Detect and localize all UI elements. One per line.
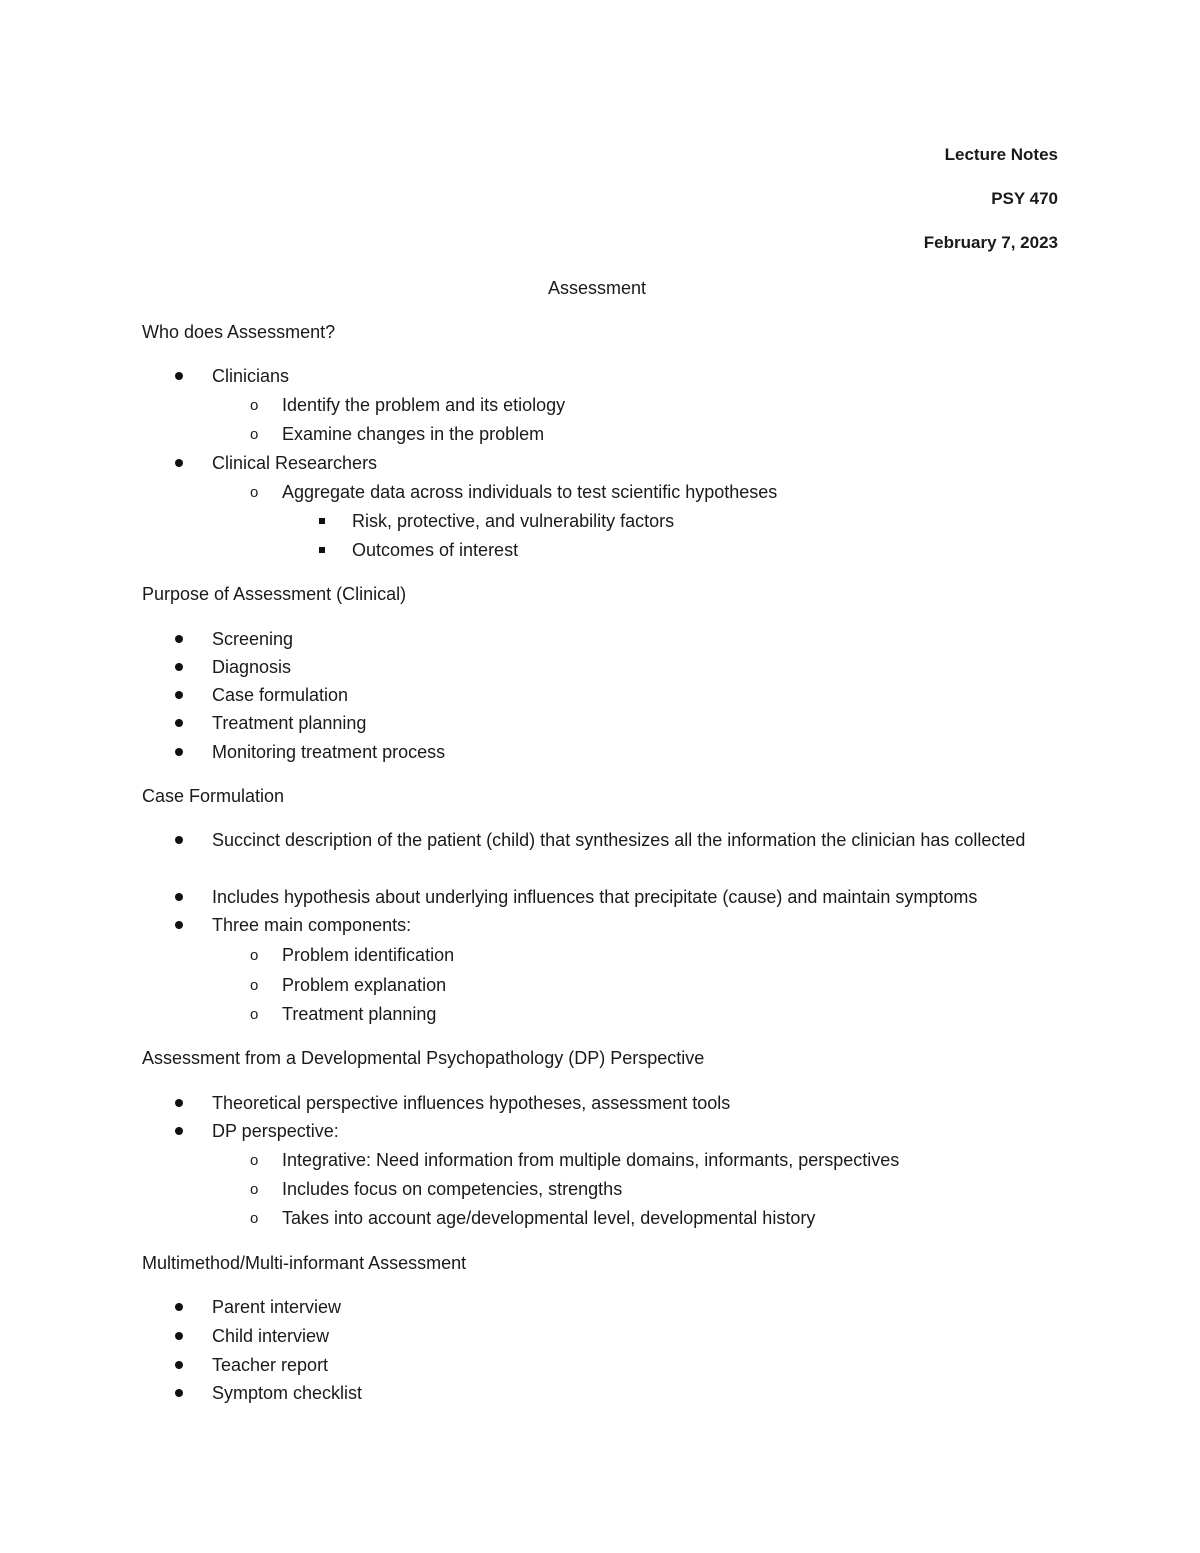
document-page: Lecture Notes PSY 470 February 7, 2023 Assessment Who does Assessment? Clinicians o Identify the problem and its etiology o Examine changes in the problem Clinical Researchers o Aggregate data across individuals to test scientific hypotheses Risk, protective, and vulnerability factors Outcomes of interest Purpose of Assessment (Clinical) Screening Diagnosis Case formulation Treatment planning Monitoring treatment process Case Formulation Succinct description of the patient (child) that synthesizes all the information the clinician has collected Includes hypothesis about underlying influences that precipitate (cause) and maintain symptoms Three main components: o Problem identification o Problem explanation o Treatment planning Assessment from a Developmental Psychopathology (DP) Perspective Theoretical perspective influences hypotheses, assessment tools DP perspective: o Integrative: Need information from multiple domains, informants, perspectives o Includes focus on competencies, strengths o Takes into account age/developmental level, developmental history Multimethod/Multi-informant Assessment Parent interview Child interview Teacher report Symptom checklist <box>0 0 1200 1553</box>
document-title: Assessment <box>547 278 647 298</box>
bullet-disc <box>175 663 183 671</box>
bullet-circle: o <box>250 397 259 414</box>
header-course: PSY 470 <box>991 189 1058 208</box>
bullet-disc <box>175 893 183 901</box>
bullet-circle: o <box>250 947 259 964</box>
bullet-circle: o <box>250 1152 259 1169</box>
bullet-circle: o <box>250 1006 259 1023</box>
section-heading-purpose: Purpose of Assessment (Clinical) <box>142 584 407 604</box>
section-heading-dp: Assessment from a Developmental Psychopathology (DP) Perspective <box>142 1048 705 1068</box>
header-title: Lecture Notes <box>944 145 1058 164</box>
bullet-disc <box>175 1389 183 1397</box>
bullet-circle: o <box>250 484 259 501</box>
section-heading-multimethod: Multimethod/Multi-informant Assessment <box>142 1253 467 1273</box>
bullet-disc <box>175 1361 183 1369</box>
bullet-square <box>319 547 325 553</box>
list-item: Succinct description of the patient (child) that synthesizes all the information the clinician has collected <box>142 826 1142 882</box>
bullet-circle: o <box>250 426 259 443</box>
bullet-disc <box>175 836 183 844</box>
bullet-disc <box>175 635 183 643</box>
bullet-disc <box>175 691 183 699</box>
bullet-square <box>319 518 325 524</box>
bullet-disc <box>175 1332 183 1340</box>
bullet-circle: o <box>250 1181 259 1198</box>
bullet-circle: o <box>250 977 259 994</box>
bullet-disc <box>175 748 183 756</box>
bullet-disc <box>175 1099 183 1107</box>
bullet-disc <box>175 1303 183 1311</box>
bullet-circle: o <box>250 1210 259 1227</box>
header-date: February 7, 2023 <box>923 233 1058 252</box>
bullet-disc <box>175 459 183 467</box>
section-heading-who: Who does Assessment? <box>142 322 336 342</box>
section-heading-case-formulation: Case Formulation <box>142 786 285 806</box>
bullet-disc <box>175 921 183 929</box>
bullet-disc <box>175 372 183 380</box>
bullet-disc <box>175 719 183 727</box>
bullet-disc <box>175 1127 183 1135</box>
